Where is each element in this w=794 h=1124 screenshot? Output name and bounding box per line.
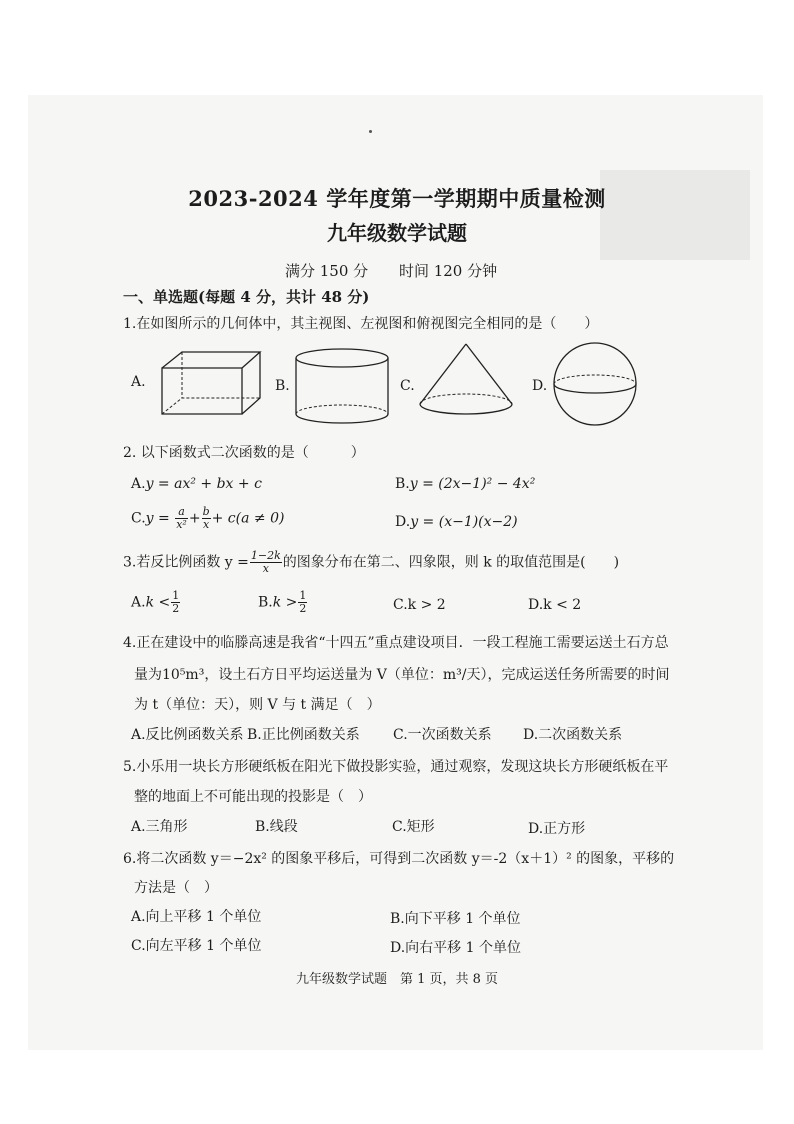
- q2-d-label: D.: [395, 514, 411, 530]
- sphere-icon: [552, 341, 638, 427]
- exam-meta: [285, 260, 523, 281]
- q2-b-label: B.: [395, 476, 410, 492]
- cuboid-icon: [150, 350, 265, 418]
- q3-b-pre: k >: [272, 594, 298, 611]
- q5-line2: 整的地面上不可能出现的投影是（ ）: [134, 789, 372, 805]
- punch-dot: [369, 130, 372, 133]
- q1-label-a: A.: [131, 374, 146, 390]
- cone-icon: [418, 342, 514, 420]
- q2-c-tail: + c(a ≠ 0): [211, 510, 285, 527]
- q2-c-num1: a: [175, 506, 188, 519]
- q3-post: 的图象分布在第二、四象限，则 k 的取值范围是( ): [282, 554, 620, 571]
- q1-label-b: B.: [275, 378, 290, 394]
- q3-b-den: 2: [299, 602, 307, 615]
- q3-num: 1−2k: [250, 549, 281, 562]
- q3-option-a[interactable]: [131, 590, 181, 615]
- q6-option-b[interactable]: B.向下平移 1 个单位: [390, 911, 521, 927]
- q2-c-label: C.: [131, 510, 146, 527]
- q3-a-frac: [171, 590, 180, 615]
- q2-option-a[interactable]: [131, 476, 262, 492]
- q6-line1: 6.将二次函数 y＝−2x² 的图象平移后，可得到二次函数 y＝-2（x＋1）² 的图象，平移的: [123, 851, 675, 867]
- q3-b-label: B.: [258, 594, 273, 611]
- q2-a-label: A.: [131, 476, 146, 492]
- q4-line3: 为 t（单位：天），则 V 与 t 满足（ ）: [134, 697, 381, 713]
- exam-title: 2023-2024 学年度第一学期期中质量检测: [188, 186, 606, 211]
- exam-subtitle: 九年级数学试题: [327, 221, 467, 245]
- q2-option-b[interactable]: [395, 476, 535, 492]
- q3-option-b[interactable]: [258, 590, 308, 615]
- q4-option-c[interactable]: C.一次函数关系: [393, 727, 492, 743]
- q3-b-frac: [298, 590, 307, 615]
- q2-c-den2: x: [202, 518, 210, 531]
- q3-a-den: 2: [172, 602, 180, 615]
- q4-option-d[interactable]: D.二次函数关系: [523, 727, 623, 743]
- q2-c-frac2: [202, 506, 211, 531]
- q4-line2: 量为10⁵m³，设土石方日平均运送量为 V（单位：m³/天），完成运送任务所需要的时间: [134, 667, 670, 683]
- q4-line1: 4.正在建设中的临滕高速是我省“十四五”重点建设项目．一段工程施工需要运送土石方总: [123, 635, 669, 651]
- q3-pre: 3.若反比例函数 y =: [123, 554, 249, 571]
- q4-option-b[interactable]: B.正比例函数关系: [247, 727, 360, 743]
- q5-line1: 5.小乐用一块长方形硬纸板在阳光下做投影实验，通过观察，发现这块长方形硬纸板在平: [123, 759, 669, 775]
- q1-label-d: D.: [532, 378, 548, 394]
- q3-stem: [123, 550, 619, 575]
- q3-a-pre: k <: [145, 594, 171, 611]
- q4-option-a[interactable]: A.反比例函数关系: [131, 727, 244, 743]
- q1-label-c: C.: [400, 378, 415, 394]
- q3-frac: [250, 550, 282, 575]
- q6-line2: 方法是（ ）: [134, 880, 218, 896]
- q3-option-c[interactable]: C.k > 2: [393, 597, 446, 613]
- q2-option-d[interactable]: [395, 514, 518, 530]
- q6-option-d[interactable]: D.向右平移 1 个单位: [390, 940, 521, 956]
- q2-c-den1: x²: [176, 518, 187, 531]
- q2-option-c[interactable]: [131, 506, 284, 531]
- q2-b-expr: y = (2x−1)² − 4x²: [409, 476, 536, 492]
- q5-option-c[interactable]: C.矩形: [392, 819, 435, 835]
- q3-den: x: [262, 562, 269, 575]
- page-footer: 九年级数学试题 第 1 页，共 8 页: [295, 972, 499, 987]
- q3-a-num: 1: [172, 589, 180, 602]
- q1-stem: 1.在如图所示的几何体中，其主视图、左视图和俯视图完全相同的是（ ）: [123, 316, 599, 332]
- q6-option-c[interactable]: C.向左平移 1 个单位: [131, 938, 262, 954]
- q6-option-a[interactable]: A.向上平移 1 个单位: [131, 909, 262, 925]
- section-heading: 一、单选题(每题 4 分，共计 48 分): [123, 288, 370, 306]
- q3-b-num: 1: [299, 589, 307, 602]
- q2-stem: 2. 以下函数式二次函数的是（ ）: [123, 445, 365, 461]
- q3-a-label: A.: [131, 594, 146, 611]
- exam-time: 时间 120 分钟: [398, 262, 498, 280]
- q5-option-a[interactable]: A.三角形: [131, 819, 188, 835]
- q2-a-expr: y = ax² + bx + c: [145, 476, 262, 492]
- q2-d-expr: y = (x−1)(x−2): [410, 514, 518, 530]
- q2-c-y: y =: [145, 510, 170, 527]
- q2-c-num2: b: [202, 505, 210, 518]
- q3-option-d[interactable]: D.k < 2: [528, 597, 582, 613]
- cylinder-icon: [294, 348, 390, 426]
- q5-option-b[interactable]: B.线段: [255, 819, 298, 835]
- q5-option-d[interactable]: D.正方形: [528, 821, 586, 837]
- full-marks: 满分 150 分: [285, 262, 369, 280]
- q2-c-plus: +: [188, 510, 201, 527]
- q2-c-frac1: [175, 506, 188, 531]
